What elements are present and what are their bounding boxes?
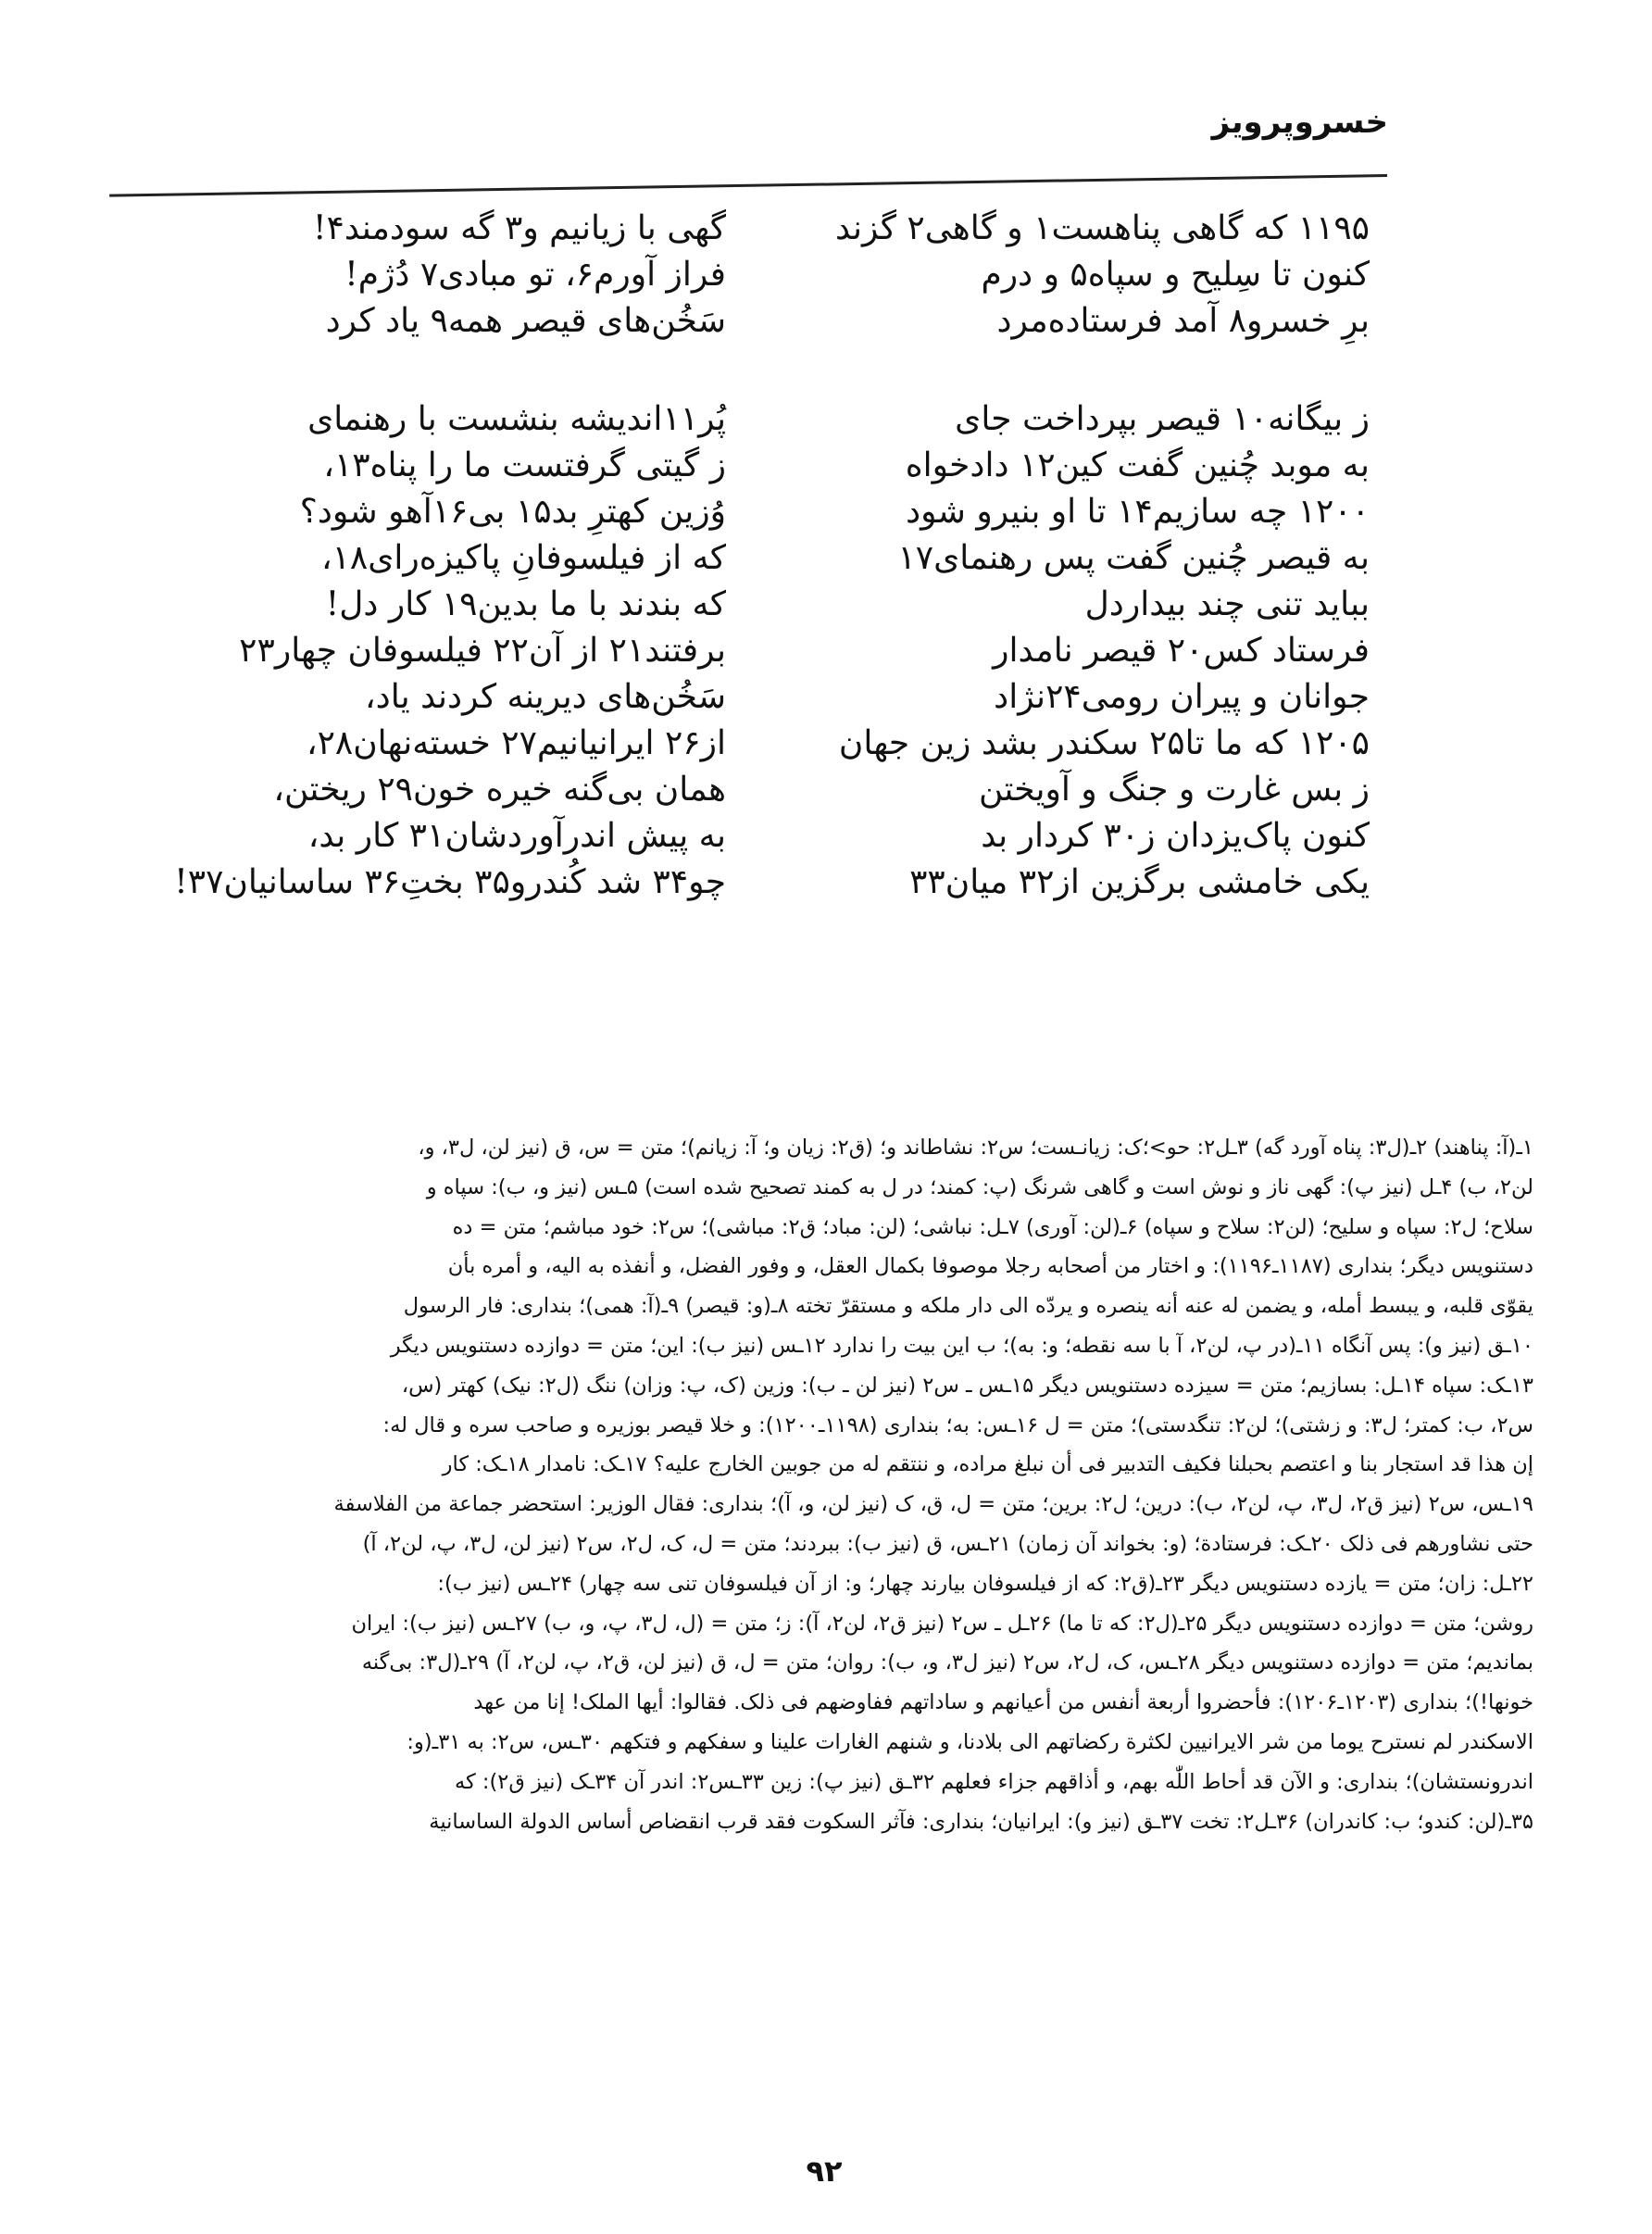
footnote-line: إن هذا قد استجار بنا و اعتصم بحبلنا فکیف التدبیر فی أن نبلغ مراده، و ننتقم له من جوبین الخارج علیه؟ ۱۷ـک: نامدار ۱۸ـک: کار (442, 1452, 1533, 1477)
page-number: ۹۲ (806, 2153, 843, 2189)
verse-line: ز بیگانه۱۰ قیصر بپرداخت جای (955, 400, 1370, 438)
footnote-line: بماندیم؛ متن = دوازده دستنویس دیگر ۲۸ـس، ک، ل۲، س۲ (نیز ل۳، و، ب): روان؛ متن = ل، ق (نیز لن، ق۲، پ، لن۲، آ) ۲۹ـ(ل۳: بی‌گنه (361, 1650, 1533, 1676)
verse-column-left (170, 206, 726, 958)
stanza (170, 206, 726, 345)
verse-line: که از فیلسوفانِ پاکیزه‌رای۱۸، (320, 539, 726, 577)
stanza (835, 206, 1370, 345)
footnote-line: ۱ـ(آ: پناهند) ۲ـ(ل۳: پناه آورد گه) ۳ـل۲: حو>؛ک: زیانـست؛ س۲: نشاطاند و؛ (ق۲: زیان و؛ آ: زیانم)؛ متن = س، ق (نیز لن، ل۳، و، (418, 1136, 1533, 1160)
verse-line: ۱۱۹۵ که گاهی پناهست۱ و گاهی۲ گزند (835, 209, 1370, 247)
footnote-line: یقوّی قلبه، و یبسط أمله، و یضمن له عنه أنه ینصره و یردّه الی دار ملکه و مستقرّ تخته ۸ـ(و: قیصر) ۹ـ(آ: همی)؛ بنداری: فار الرسول (403, 1294, 1533, 1319)
footnote-line: دستنویس دیگر؛ بنداری (۱۱۸۷ـ۱۱۹۶): و اختار من أصحابه رجلا موصوفا بکمال العقل، و وفور الفضل، و أنفذه به الیه، و أمره بأن (447, 1254, 1533, 1279)
verse-line: برِ خسرو۸ آمد فرستاده‌مرد (996, 302, 1370, 340)
verse-column-right (835, 206, 1370, 958)
footnote-line: الاسکندر لم نسترح یوما من شر الایرانیین لکثرة رکضاتهم الی بلادنا، و شنهم الغارات علینا و سفکهم و فتکهم ۳۰ـس، س۲: به ۳۱ـ(و: (407, 1729, 1533, 1754)
verse-line: ز گیتی گرفتست ما را پناه۱۳، (323, 446, 726, 484)
footnote-line: ۲۲ـل: زان؛ متن = یازده دستنویس دیگر ۲۳ـ(ق۲: که از فیلسوفان بیارند چهار؛ و: از آن فیلسوفان تنی سه چهار) ۲۴ـس (نیز ب): (437, 1571, 1533, 1596)
verse-line: به پیش اندرآوردشان۳۱ کار بد، (307, 817, 726, 855)
footnote-line: روشن؛ متن = دوازده دستنویس دیگر ۲۵ـ(ل۲: که تا ما) ۲۶ـل ـ س۲ (نیز ق۲، لن۲، آ): ز؛ متن = (ل، ل۳، پ، و، ب) ۲۷ـس (نیز ب): ایران (351, 1611, 1533, 1636)
verse-line: بباید تنی چند بیداردل (1084, 585, 1370, 623)
footnotes (107, 1128, 1533, 1841)
verse-line: فرستاد کس۲۰ قیصر نامدار (993, 632, 1370, 670)
verse-line: از۲۶ ایرانیانیم۲۷ خسته‌نهان۲۸، (306, 724, 726, 762)
footnote-line: ۱۹ـس، س۲ (نیز ق۲، ل۳، پ، لن۲، ب): درین؛ ل۲: برین؛ متن = ل، ق، ک (نیز لن، و، آ)؛ بنداری: فقال الوزیر: استحضر جماعة من الفلاسفة (333, 1492, 1533, 1517)
verse-line: پُر۱۱اندیشه بنشست با رهنمای (307, 400, 726, 438)
verse-line: سَخُن‌های قیصر همه۹ یاد کرد (325, 302, 726, 340)
footnote-line: سلاح؛ ل۲: سپاه و سلیح؛ (لن۲: سلاح و سپاه) ۶ـ(لن: آوری) ۷ـل: نباشی؛ (لن: مباد؛ ق۲: مباشی)؛ س۲: خود مباشم؛ متن = ده (452, 1214, 1533, 1239)
verse-line: ۱۲۰۵ که ما تا۲۵ سکندر بشد زین جهان (838, 724, 1370, 762)
footnote-line: س۲، ب: کمتر؛ ل۳: و زشتی)؛ لن۲: تنگدستی)؛ متن = ل ۱۶ـس: به؛ بنداری (۱۱۹۸ـ۱۲۰۰): و خلا قیصر بوزیره و صاحب سره و قال له: (382, 1412, 1533, 1437)
verse-line: کنون پاک‌یزدان ز۳۰ کردار بد (981, 817, 1370, 855)
verse-line: یکی خامشی برگزین از۳۲ میان۳۳ (909, 863, 1370, 901)
running-title: خسروپرویز (1211, 104, 1388, 141)
header-rule (109, 174, 1387, 197)
footnote-line: اندرونستشان)؛ بنداری: و الآن قد أحاط اللّٰه بهم، و أذاقهم جزاء فعلهم ۳۲ـق (نیز پ): زین ۳۳ـس۲: اندر آن ۳۴ـک (نیز ق۲): که (454, 1769, 1533, 1794)
stanza (170, 396, 726, 906)
footnote-line: ۱۳ـک: سپاه ۱۴ـل: بسازیم؛ متن = سیزده دستنویس دیگر ۱۵ـس ـ س۲ (نیز لن ـ ب): وزین (ک، پ: وزان) ننگ (ل۲: نیک) کهتر (س، (401, 1373, 1533, 1398)
verse-line: به موبد چُنین گفت کین۱۲ دادخواه (905, 446, 1370, 484)
verse-line: به قیصر چُنین گفت پس رهنمای۱۷ (897, 539, 1370, 577)
stanza (838, 396, 1370, 906)
verse-line: همان بی‌گنه خیره خون۲۹ ریختن، (273, 771, 726, 809)
footnote-line: ۳۵ـ(لن: کندو؛ ب: کاندران) ۳۶ـل۲: تخت ۳۷ـق (نیز و): ایرانیان؛ بنداری: فآثر السکوت فقد قرب انقضاص أساس الدولة الساسانیة (429, 1809, 1533, 1834)
verse-line: برفتند۲۱ از آن۲۲ فیلسوفان چهار۲۳ (239, 632, 726, 670)
verse-line: کنون تا سِلیح و سپاه۵ و درم (981, 256, 1370, 294)
verse-line: وُزین کهترِ بد۱۵ بی۱۶آهو شود؟ (299, 493, 726, 531)
verse-line: فراز آورم۶، تو مبادی۷ دُژم! (344, 256, 726, 294)
verse-line: سَخُن‌های دیرینه کردند یاد، (365, 678, 726, 716)
verse-line: ۱۲۰۰ چه سازیم۱۴ تا او بنیرو شود (906, 493, 1370, 531)
verse-line: ز بس غارت و جنگ و آویختن (978, 771, 1370, 809)
footnote-line: ۱۰ـق (نیز و): پس آنگاه ۱۱ـ(در پ، لن۲، آ با سه نقطه؛ و: به)؛ ب این بیت را ندارد ۱۲ـس (نیز ب): این؛ متن = دوازده دستنویس دیگر (390, 1333, 1533, 1358)
verse-line: جوانان و پیران رومی۲۴نژاد (994, 678, 1370, 716)
verse-line: چو۳۴ شد کُندرو۳۵ بختِ۳۶ ساسانیان۳۷! (174, 863, 726, 901)
footnote-line: حتی نشاورهم فی ذلک ۲۰ـک: فرستادة؛ (و: بخواند آن زمان) ۲۱ـس، ق (نیز ب): ببردند؛ متن = ل، ک، ل۲، س۲ (نیز لن، ل۳، پ، لن۲، آ) (362, 1531, 1533, 1556)
footnote-line: لن۲، ب) ۴ـل (نیز پ): گهی ناز و نوش است و گاهی شرنگ (پ: کمند؛ در ل به کمند تصحیح شده است) ۵ـس (نیز و، ب): سپاه و (426, 1174, 1533, 1199)
verse-line: گهی با زیانیم و۳ گه سودمند۴! (313, 209, 726, 247)
verse-line: که بندند با ما بدین۱۹ کار دل! (325, 585, 726, 623)
footnote-line: خونها!)؛ بنداری (۱۲۰۳ـ۱۲۰۶): فأحضروا أربعة أنفس من أعیانهم و ساداتهم ففاوضهم فی ذلک. فقالوا: أیها الملک! إنا من عهد (473, 1690, 1533, 1715)
